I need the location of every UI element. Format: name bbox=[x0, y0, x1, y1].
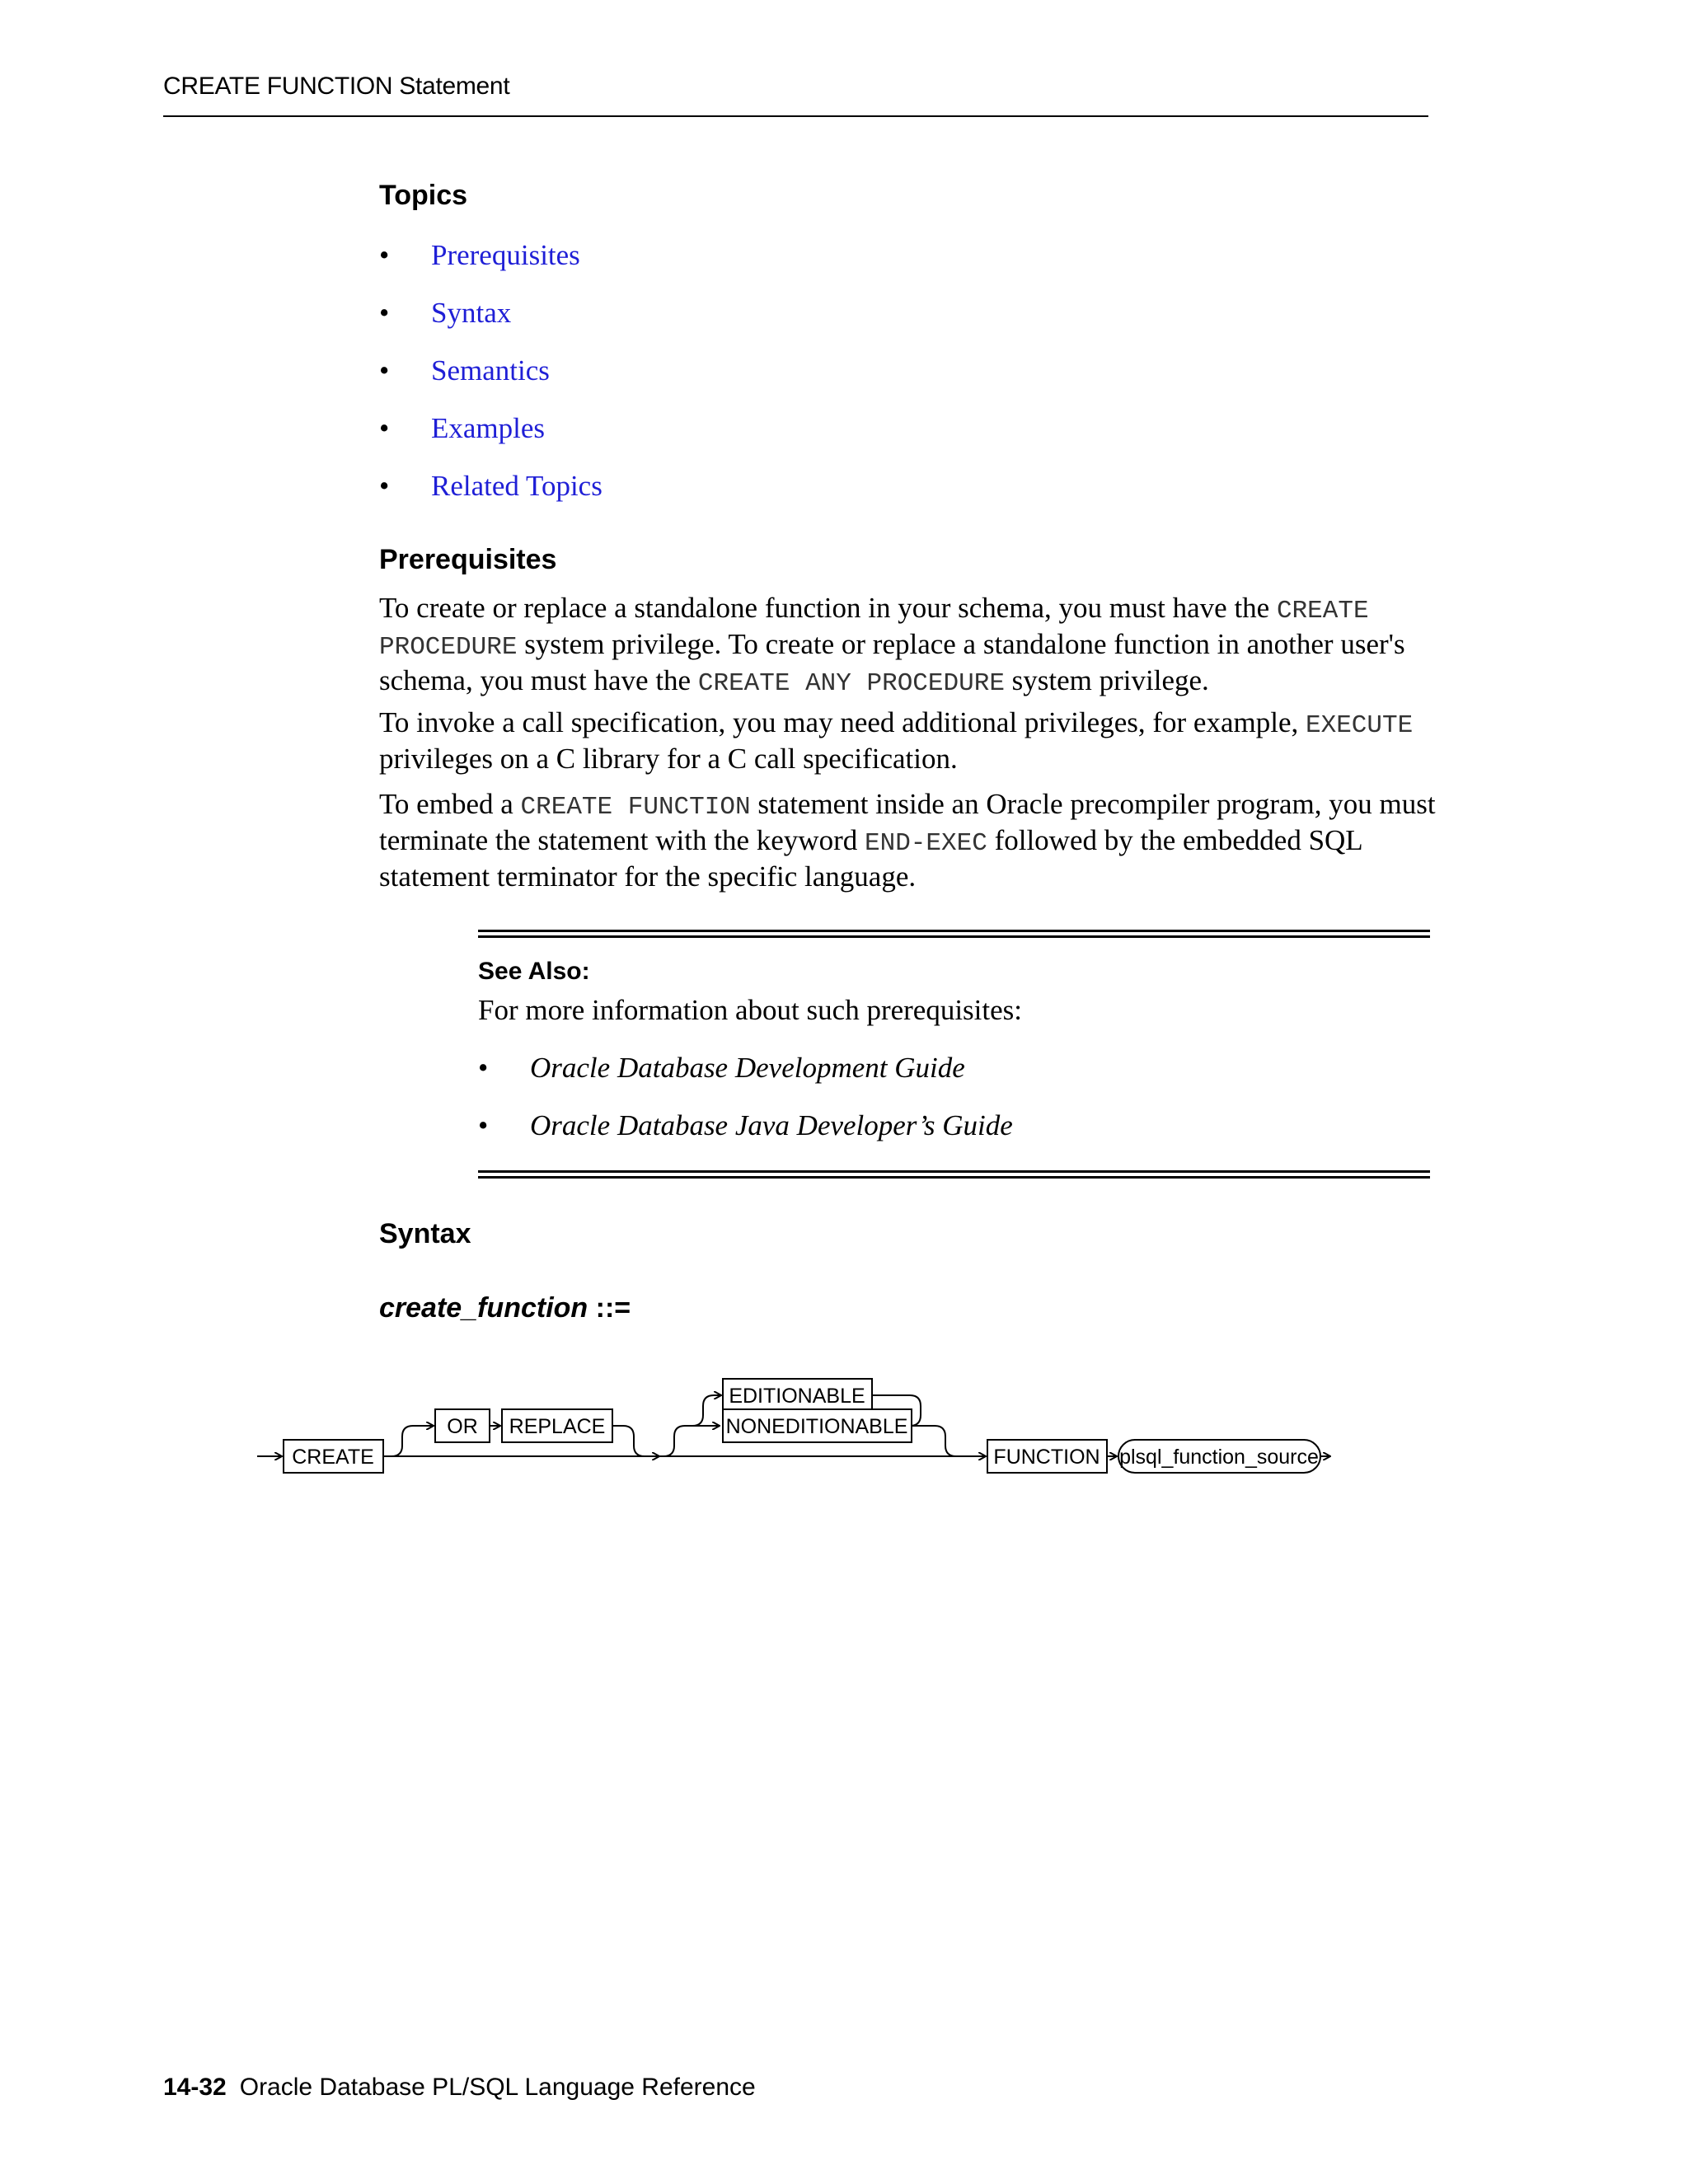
code-create-any-procedure: CREATE ANY PROCEDURE bbox=[697, 669, 1005, 698]
code-create-function: CREATE FUNCTION bbox=[520, 793, 751, 822]
see-also-book-title: Oracle Database Development Guide bbox=[530, 1052, 965, 1084]
text-run: privileges on a C library for a C call specification. bbox=[379, 743, 958, 775]
edition-branch-rail bbox=[657, 1426, 720, 1456]
topic-link-examples[interactable]: Examples bbox=[431, 412, 546, 444]
text-run: To create or replace a standalone function in your schema, you must have the bbox=[379, 592, 1277, 624]
bullet: • bbox=[379, 354, 390, 387]
see-also-book-title: Oracle Database Java Developer’s Guide bbox=[530, 1109, 1013, 1141]
or-branch-rail bbox=[383, 1426, 434, 1456]
page-footer bbox=[163, 2074, 756, 2102]
text-run: To embed a bbox=[379, 788, 521, 820]
bullet: • bbox=[379, 297, 390, 329]
rule-name: create_function bbox=[379, 1292, 588, 1324]
edition-join-rail bbox=[912, 1426, 956, 1456]
code-end-exec: END-EXEC bbox=[864, 829, 987, 858]
keyword-replace: REPLACE bbox=[509, 1415, 606, 1438]
text-run: statement inside an Oracle precompiler program, you must terminate the statement with the keyword bbox=[379, 788, 1436, 856]
text-run: followed by the embedded SQL statement terminator for the specific language. bbox=[379, 824, 1362, 893]
topic-link-semantics[interactable]: Semantics bbox=[431, 354, 550, 387]
running-header: CREATE FUNCTION Statement bbox=[163, 73, 510, 100]
keyword-function: FUNCTION bbox=[993, 1446, 1100, 1469]
bullet: • bbox=[379, 239, 390, 271]
bullet: • bbox=[379, 412, 390, 444]
keyword-editionable: EDITIONABLE bbox=[729, 1385, 865, 1408]
rule-operator: ::= bbox=[588, 1292, 631, 1324]
topics-heading: Topics bbox=[379, 180, 468, 211]
code-execute: EXECUTE bbox=[1305, 711, 1414, 740]
topic-link-related-topics[interactable]: Related Topics bbox=[431, 470, 603, 502]
keyword-or: OR bbox=[447, 1415, 478, 1438]
bullet: • bbox=[478, 1109, 489, 1141]
topic-link-syntax[interactable]: Syntax bbox=[431, 297, 512, 329]
book-title: Oracle Database PL/SQL Language Reference bbox=[239, 2074, 756, 2101]
text-run: To invoke a call specification, you may need additional privileges, for example, bbox=[379, 706, 1306, 738]
code-create-procedure: CREATE PROCEDURE bbox=[379, 597, 1369, 662]
or-join-rail bbox=[612, 1426, 659, 1456]
editionable-branch-rail bbox=[692, 1395, 721, 1426]
bullet: • bbox=[478, 1052, 489, 1084]
keyword-noneditionable: NONEDITIONABLE bbox=[725, 1415, 908, 1438]
keyword-create: CREATE bbox=[292, 1446, 374, 1469]
page-number: 14-32 bbox=[163, 2074, 227, 2101]
see-also-text: For more information about such prerequisites: bbox=[478, 994, 1022, 1026]
nonterminal-plsql-function-source: plsql_function_source bbox=[1119, 1446, 1319, 1469]
bullet: • bbox=[379, 470, 390, 502]
syntax-heading: Syntax bbox=[379, 1218, 471, 1249]
topic-link-prerequisites[interactable]: Prerequisites bbox=[431, 239, 580, 271]
prerequisites-heading: Prerequisites bbox=[379, 544, 557, 575]
see-also-title: See Also: bbox=[478, 958, 590, 985]
text-run: system privilege. To create or replace a standalone function in another user's schema, you must have the bbox=[379, 628, 1405, 696]
text-run: system privilege. bbox=[1004, 664, 1209, 696]
